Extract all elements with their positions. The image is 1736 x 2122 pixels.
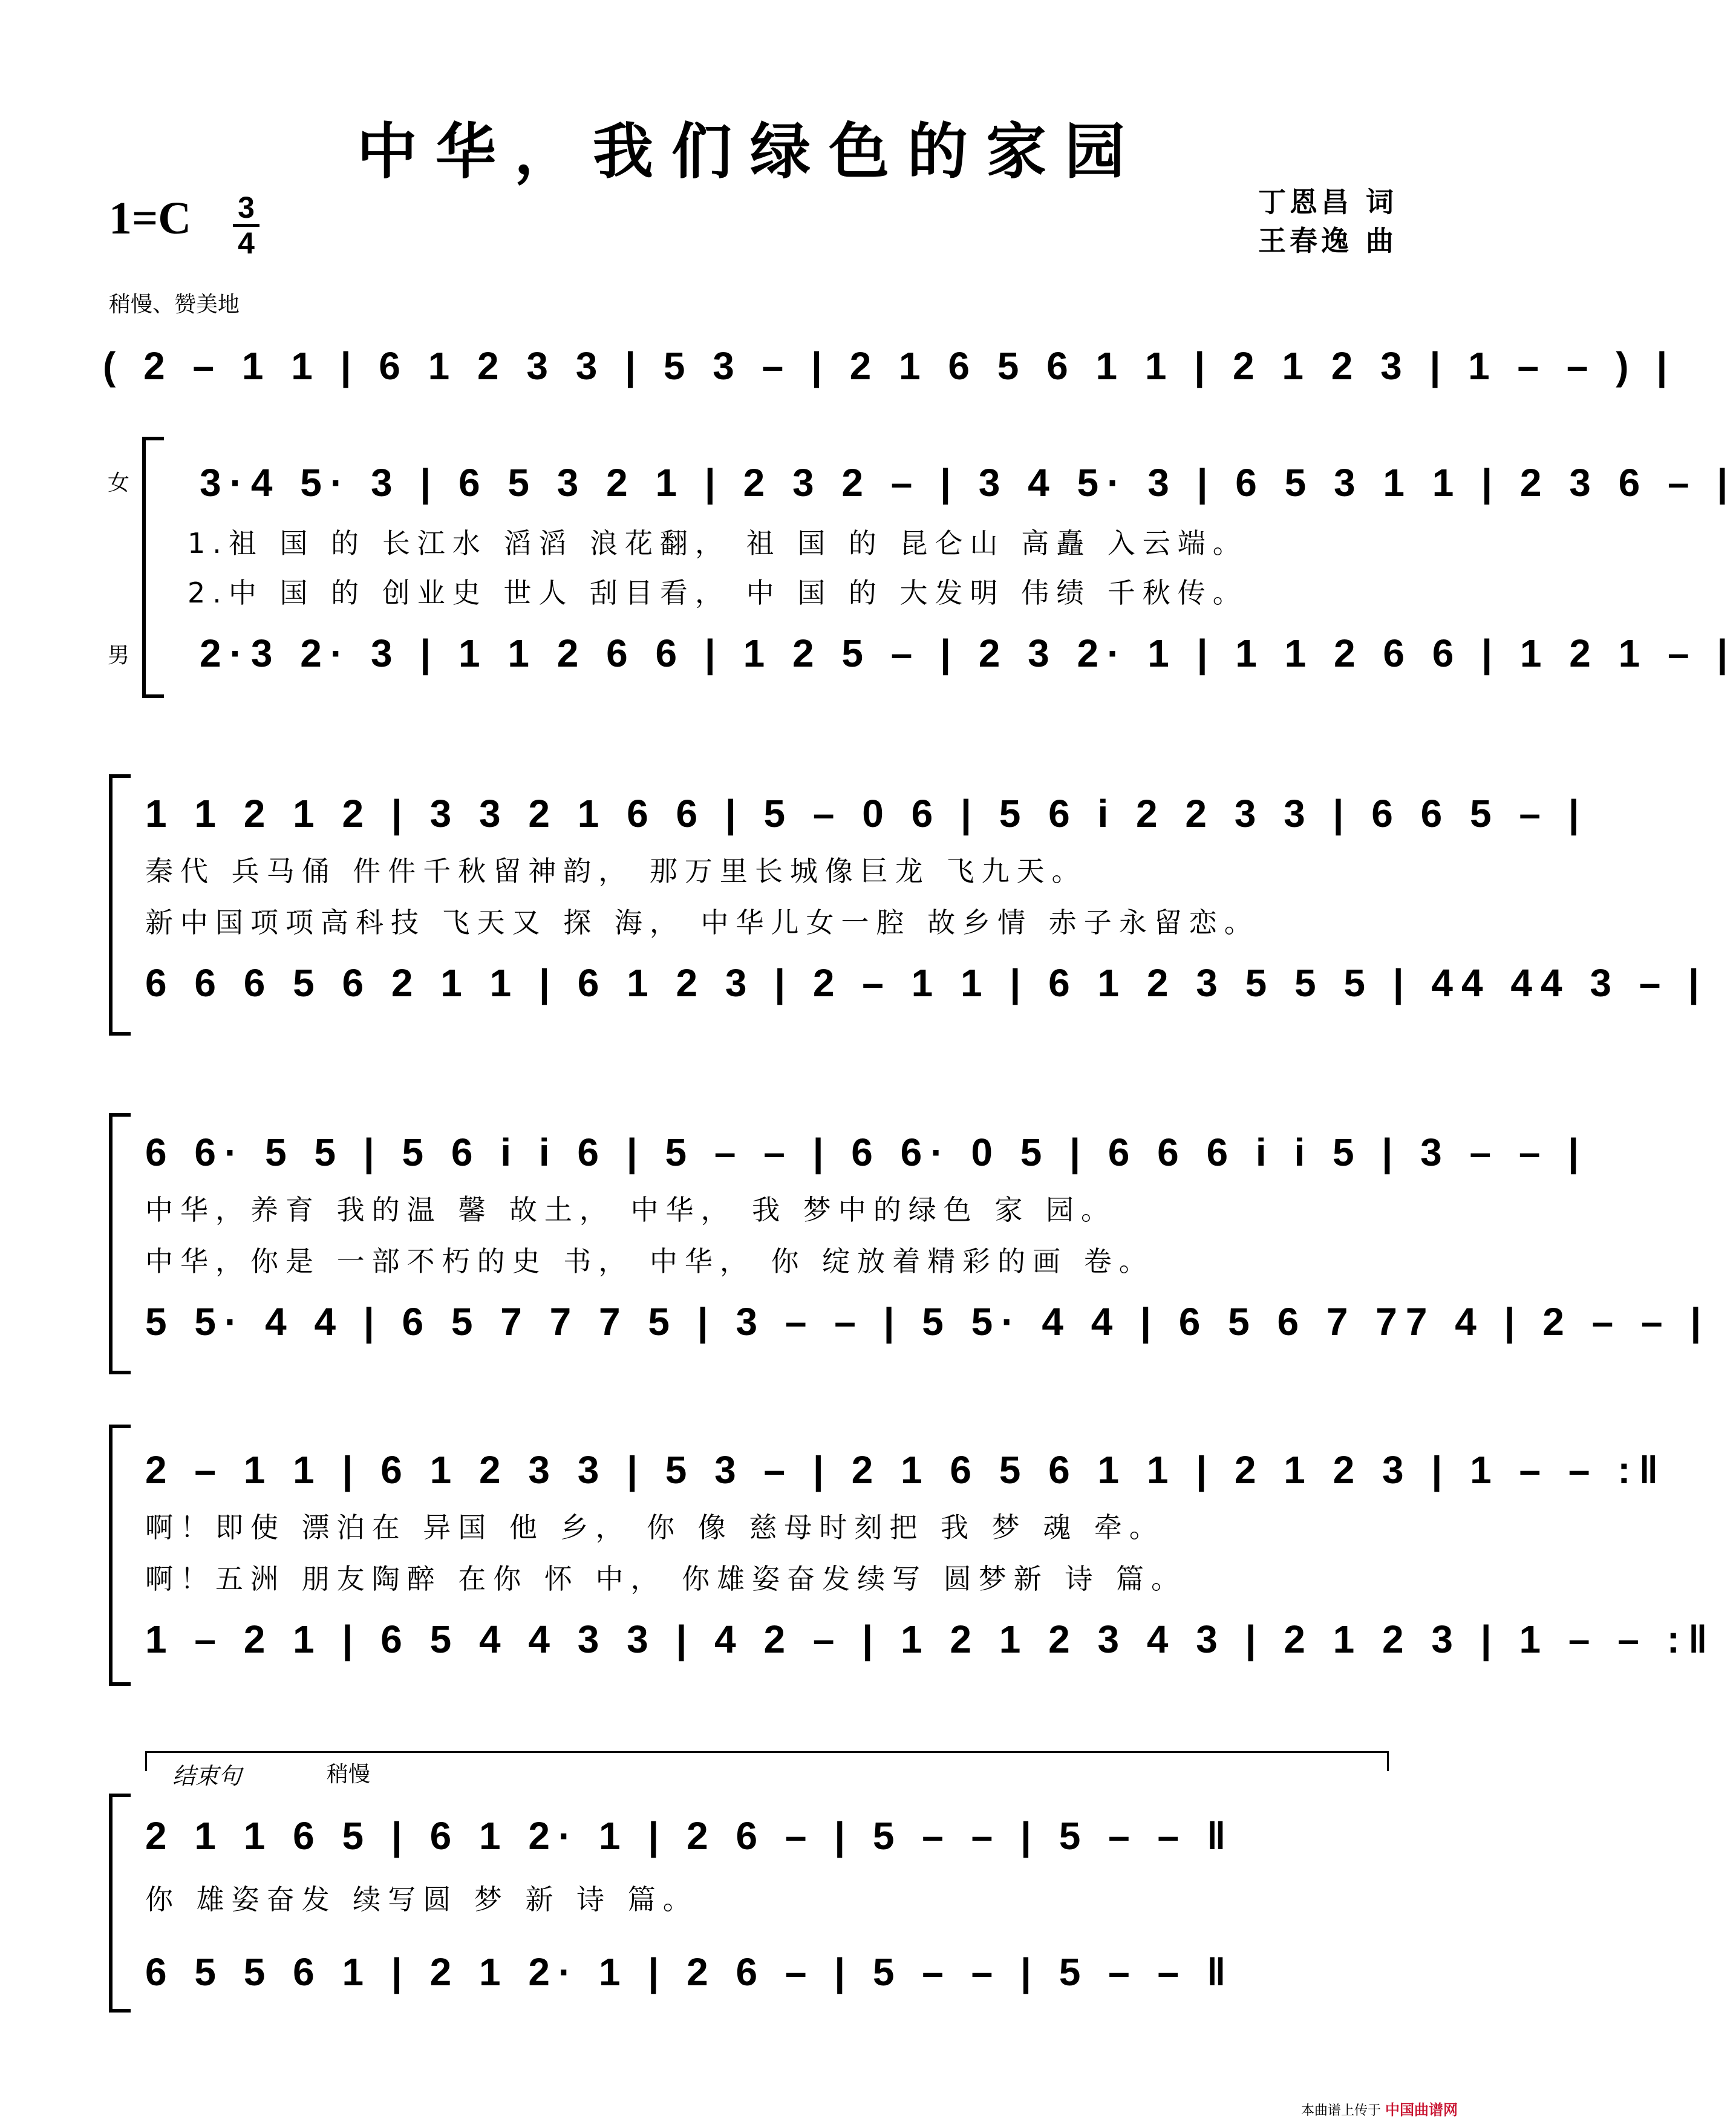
lyricist-credit: 丁恩昌 词 bbox=[1258, 186, 1397, 218]
meter-top: 3 bbox=[238, 191, 255, 224]
lyrics-verse-1: 啊！即使 漂泊在 异国 他 乡， 你 像 慈母时刻把 我 梦 魂 牵。 bbox=[145, 1511, 1164, 1544]
male-line: 6 5 5 6 1 | 2 1 2· 1 | 2 6 – | 5 – – | 5 – – ‖ bbox=[145, 1950, 1235, 1994]
site-logo[interactable]: 中国曲谱网 bbox=[1385, 2101, 1458, 2118]
male-line: 2·3 2· 3 | 1 1 2 6 6 | 1 2 5 – | 2 3 2· 1 | 1 1 2 6 6 | 1 2 1 – | bbox=[200, 632, 1736, 675]
key-signature: 1=C bbox=[109, 193, 192, 244]
male-line: 5 5· 4 4 | 6 5 7 7 7 5 | 3 – – | 5 5· 4 4 | 6 5 6 7 77 4 | 2 – – | bbox=[145, 1300, 1710, 1343]
lyrics-verse-2: 中华，你是 一部不朽的史 书， 中华， 你 绽放着精彩的画 卷。 bbox=[145, 1245, 1154, 1278]
female-line: 2 1 1 6 5 | 6 1 2· 1 | 2 6 – | 5 – – | 5 – – ‖ bbox=[145, 1814, 1235, 1858]
meter-bottom: 4 bbox=[238, 226, 255, 260]
system-brace bbox=[142, 437, 164, 698]
system-brace bbox=[109, 1425, 131, 1686]
intro-line: ( 2 – 1 1 | 6 1 2 3 3 | 5 3 – | 2 1 6 5 6 1 1 | 2 1 2 3 | 1 – – ) | bbox=[103, 344, 1676, 388]
time-signature bbox=[233, 192, 259, 258]
lyrics-verse-1: 1.祖 国 的 长江水 滔滔 浪花翻， 祖 国 的 昆仑山 高矗 入云端。 bbox=[188, 527, 1248, 560]
male-line: 6 6 6 5 6 2 1 1 | 6 1 2 3 | 2 – 1 1 | 6 1 2 3 5 5 5 | 44 44 3 – | bbox=[145, 961, 1708, 1005]
system-brace bbox=[109, 1794, 131, 2013]
lyrics-verse-2: 2.中 国 的 创业史 世人 刮目看， 中 国 的 大发明 伟绩 千秋传。 bbox=[188, 576, 1248, 609]
system-brace bbox=[109, 774, 131, 1036]
female-line: 1 1 2 1 2 | 3 3 2 1 6 6 | 5 – 0 6 | 5 6 i 2 2 3 3 | 6 6 5 – | bbox=[145, 792, 1588, 835]
lyrics-verse-1: 中华，养育 我的温 馨 故土， 中华， 我 梦中的绿色 家 园。 bbox=[145, 1193, 1116, 1226]
page-title: 中华，我们绿色的家园 bbox=[357, 116, 1143, 187]
ending-tempo: 稍慢 bbox=[327, 1762, 371, 1787]
lyrics-verse-1: 你 雄姿奋发 续写圆 梦 新 诗 篇。 bbox=[145, 1883, 698, 1916]
lyrics-verse-2: 新中国项项高科技 飞天又 探 海， 中华儿女一腔 故乡情 赤子永留恋。 bbox=[145, 906, 1259, 939]
ending-label: 结束句 bbox=[172, 1763, 242, 1789]
system-brace bbox=[109, 1113, 131, 1374]
female-voice-label: 女 bbox=[108, 471, 130, 495]
footer bbox=[1301, 2098, 1458, 2119]
female-line: 2 – 1 1 | 6 1 2 3 3 | 5 3 – | 2 1 6 5 6 1 1 | 2 1 2 3 | 1 – – :‖ bbox=[145, 1448, 1667, 1492]
male-line: 1 – 2 1 | 6 5 4 4 3 3 | 4 2 – | 1 2 1 2 3 4 3 | 2 1 2 3 | 1 – – :‖ bbox=[145, 1618, 1716, 1661]
female-line: 3·4 5· 3 | 6 5 3 2 1 | 2 3 2 – | 3 4 5· 3 | 6 5 3 1 1 | 2 3 6 – | bbox=[200, 461, 1736, 504]
male-voice-label: 男 bbox=[108, 643, 130, 668]
lyrics-verse-2: 啊！五洲 朋友陶醉 在你 怀 中， 你雄姿奋发续写 圆梦新 诗 篇。 bbox=[145, 1562, 1186, 1595]
lyrics-verse-1: 秦代 兵马俑 件件千秋留神韵， 那万里长城像巨龙 飞九天。 bbox=[145, 855, 1087, 887]
footer-text: 本曲谱上传于 bbox=[1300, 2103, 1381, 2118]
tempo-marking: 稍慢、赞美地 bbox=[109, 292, 240, 317]
composer-credit: 王春逸 曲 bbox=[1258, 224, 1397, 257]
female-line: 6 6· 5 5 | 5 6 i i 6 | 5 – – | 6 6· 0 5 | 6 6 6 i i 5 | 3 – – | bbox=[145, 1131, 1588, 1174]
